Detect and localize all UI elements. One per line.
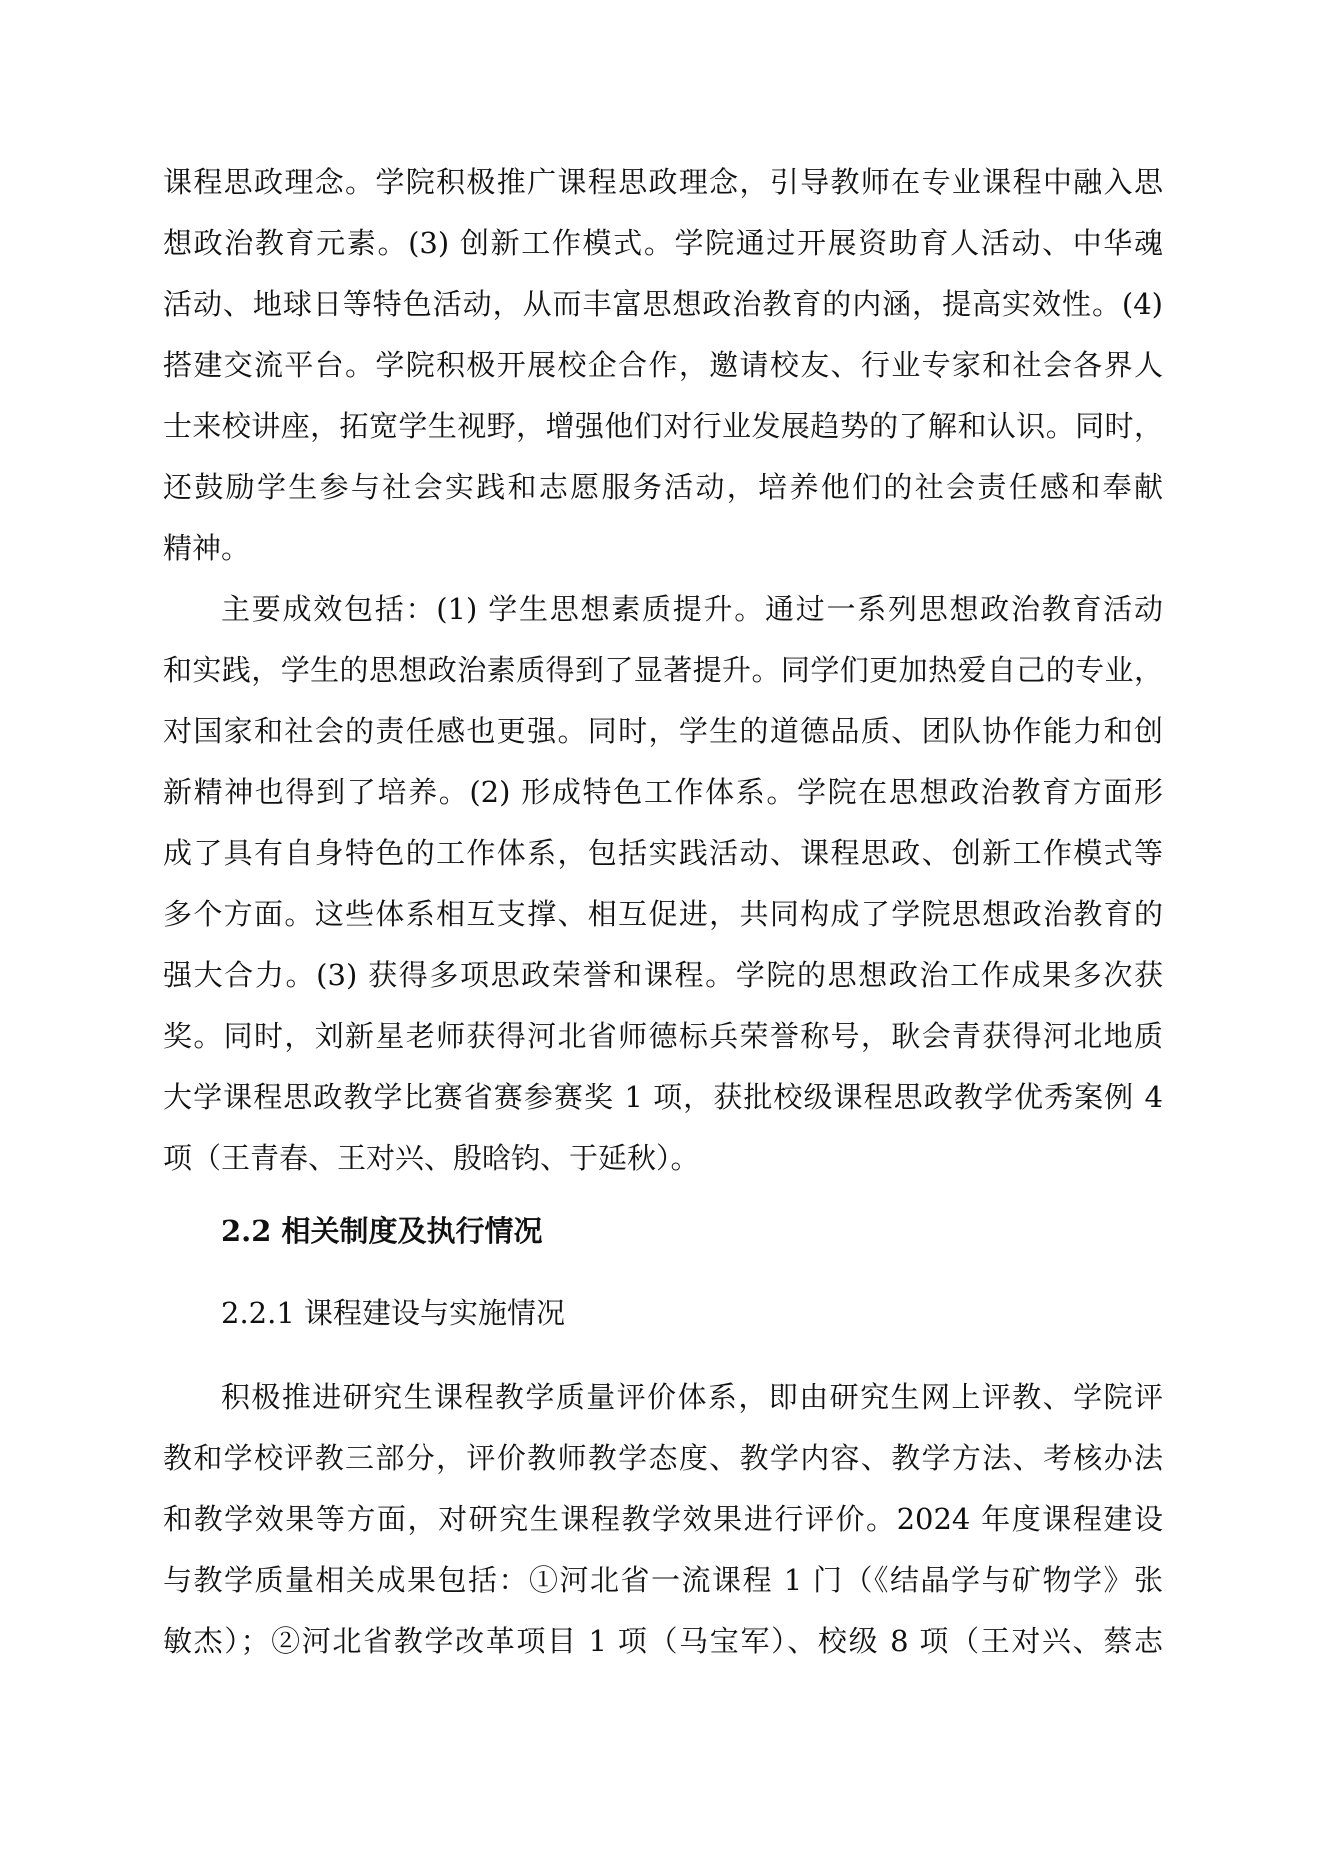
paragraph-line: 还鼓励学生参与社会实践和志愿服务活动，培养他们的社会责任感和奉献 [163,470,1163,504]
paragraph-line: 大学课程思政教学比赛省赛参赛奖 1 项，获批校级课程思政教学优秀案例 4 [163,1080,1163,1114]
paragraph-line: 搭建交流平台。学院积极开展校企合作，邀请校友、行业专家和社会各界人 [163,348,1163,382]
subsection-heading: 2.2.1 课程建设与实施情况 [221,1296,566,1330]
paragraph-line: 精神。 [163,531,251,565]
paragraph-line: 项（王青春、王对兴、殷晗钧、于延秋）。 [163,1141,700,1175]
paragraph-line: 教和学校评教三部分，评价教师教学态度、教学内容、教学方法、考核办法 [163,1441,1163,1475]
paragraph-line: 主要成效包括：(1) 学生思想素质提升。通过一系列思想政治教育活动 [221,592,1163,626]
paragraph-line: 奖。同时，刘新星老师获得河北省师德标兵荣誉称号，耿会青获得河北地质 [163,1019,1163,1053]
section-heading: 2.2 相关制度及执行情况 [221,1214,543,1248]
paragraph-line: 和实践，学生的思想政治素质得到了显著提升。同学们更加热爱自己的专业， [163,653,1163,687]
paragraph-line: 成了具有自身特色的工作体系，包括实践活动、课程思政、创新工作模式等 [163,836,1163,870]
paragraph-line: 想政治教育元素。(3) 创新工作模式。学院通过开展资助育人活动、中华魂 [163,226,1163,260]
paragraph-line: 和教学效果等方面，对研究生课程教学效果进行评价。2024 年度课程建设 [163,1502,1163,1536]
paragraph-line: 强大合力。(3) 获得多项思政荣誉和课程。学院的思想政治工作成果多次获 [163,958,1163,992]
paragraph-line: 士来校讲座，拓宽学生视野，增强他们对行业发展趋势的了解和认识。同时， [163,409,1163,443]
paragraph-line: 新精神也得到了培养。(2) 形成特色工作体系。学院在思想政治教育方面形 [163,775,1163,809]
paragraph-line: 活动、地球日等特色活动，从而丰富思想政治教育的内涵，提高实效性。(4) [163,287,1163,321]
paragraph-line: 敏杰）；②河北省教学改革项目 1 项（马宝军）、校级 8 项（王对兴、蔡志 [163,1624,1163,1658]
paragraph-line: 课程思政理念。学院积极推广课程思政理念，引导教师在专业课程中融入思 [163,165,1163,199]
paragraph-line: 对国家和社会的责任感也更强。同时，学生的道德品质、团队协作能力和创 [163,714,1163,748]
paragraph-line: 与教学质量相关成果包括：①河北省一流课程 1 门（《结晶学与矿物学》张 [163,1563,1163,1597]
paragraph-line: 多个方面。这些体系相互支撑、相互促进，共同构成了学院思想政治教育的 [163,897,1163,931]
paragraph-line: 积极推进研究生课程教学质量评价体系，即由研究生网上评教、学院评 [221,1380,1163,1414]
